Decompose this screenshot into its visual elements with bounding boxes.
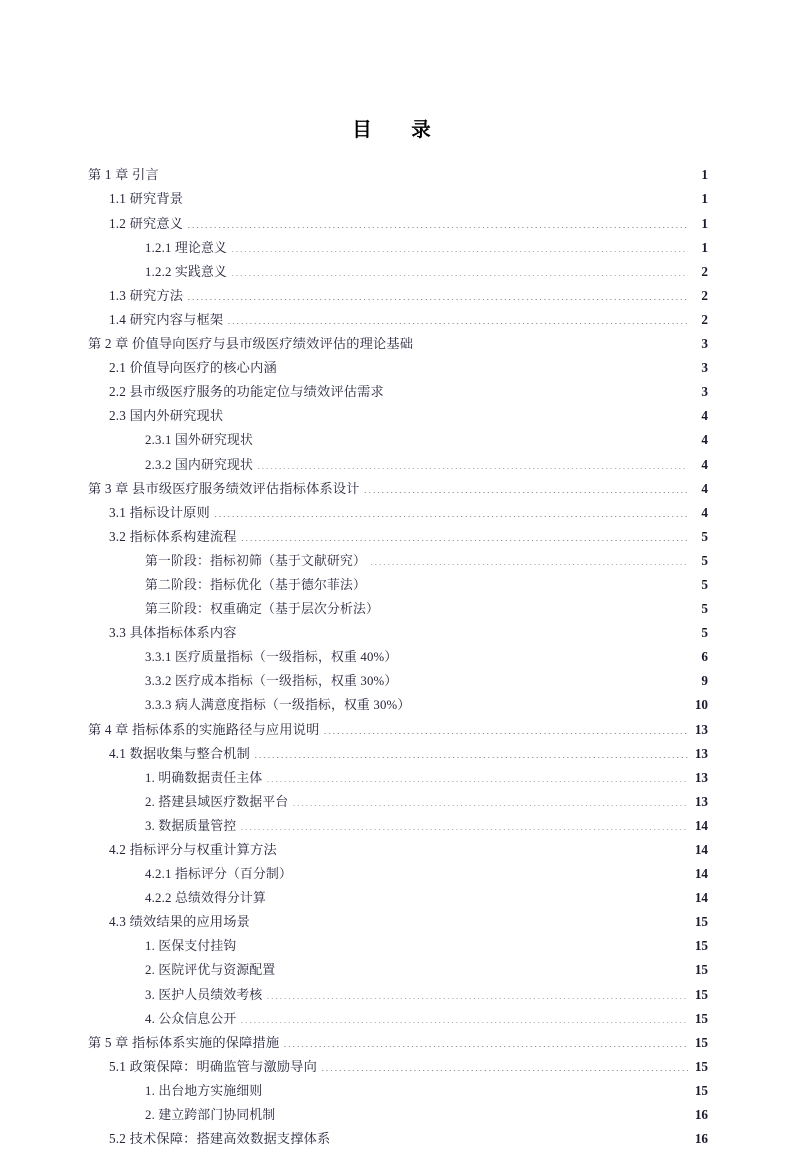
toc-leader-dots [214, 504, 688, 517]
toc-entry-page-number: 2 [701, 287, 708, 303]
toc-entry-page-number: 15 [694, 986, 708, 1002]
toc-entry-label: 1. 出台地方实施细则 [145, 1083, 263, 1098]
toc-entry[interactable] [88, 718, 708, 742]
toc-entry[interactable] [88, 187, 708, 211]
toc-leader-dots [292, 793, 688, 806]
toc-leader-dots [266, 769, 688, 782]
toc-entry[interactable] [88, 212, 708, 236]
toc-entry-page-number: 9 [701, 673, 708, 689]
toc-entry-page-number: 5 [701, 576, 708, 592]
toc-entry[interactable] [88, 621, 708, 645]
toc-entry-page-number: 1 [701, 191, 708, 207]
toc-leader-dots [227, 407, 688, 420]
toc-entry[interactable] [88, 1103, 708, 1127]
toc-entry-page-number: 2 [701, 263, 708, 279]
toc-leader-dots [163, 166, 688, 179]
toc-leader-dots [270, 889, 688, 902]
toc-entry[interactable] [88, 163, 708, 187]
toc-entry-page-number: 14 [694, 890, 708, 906]
toc-leader-dots [187, 190, 688, 203]
toc-leader-dots [187, 214, 688, 227]
toc-entry-label: 第 2 章 价值导向医疗与县市级医疗绩效评估的理论基础 [88, 336, 414, 352]
toc-entry[interactable] [88, 356, 708, 380]
toc-leader-dots [231, 263, 688, 276]
toc-entry[interactable] [88, 886, 708, 910]
toc-entry[interactable] [88, 838, 708, 862]
toc-leader-dots [296, 865, 688, 878]
toc-entry-label: 2. 建立跨部门协同机制 [145, 1108, 276, 1123]
toc-entry[interactable] [88, 549, 708, 573]
toc-entry[interactable] [88, 332, 708, 356]
toc-leader-dots [257, 455, 688, 468]
toc-entry[interactable] [88, 742, 708, 766]
toc-entry-page-number: 15 [694, 1058, 708, 1074]
toc-entry-label: 第 5 章 指标体系实施的保障措施 [88, 1034, 280, 1050]
toc-entry-page-number: 4 [701, 432, 708, 448]
toc-leader-dots [334, 1130, 688, 1143]
toc-leader-dots [279, 961, 688, 974]
toc-leader-dots [383, 600, 688, 613]
toc-entry-page-number: 16 [694, 1131, 708, 1147]
toc-entry[interactable] [88, 934, 708, 958]
toc-entry[interactable] [88, 862, 708, 886]
toc-entry-label: 第三阶段：权重确定（基于层次分析法） [145, 602, 379, 617]
toc-entry[interactable] [88, 404, 708, 428]
toc-entry-label: 1.2 研究意义 [109, 215, 184, 231]
toc-leader-dots [231, 238, 688, 251]
toc-entry-label: 3.3.2 医疗成本指标（一级指标，权重 30%） [145, 674, 398, 689]
toc-entry-label: 3.2 指标体系构建流程 [109, 528, 237, 544]
toc-entry-page-number: 1 [701, 215, 708, 231]
toc-entry-page-number: 10 [694, 697, 708, 713]
toc-entry-label: 4. 公众信息公开 [145, 1011, 237, 1026]
toc-leader-dots [388, 383, 688, 396]
toc-leader-dots [414, 696, 688, 709]
toc-leader-dots [257, 431, 688, 444]
toc-entry-label: 2. 搭建县域医疗数据平台 [145, 794, 289, 809]
toc-entry-page-number: 3 [701, 360, 708, 376]
toc-leader-dots [401, 672, 688, 685]
page-title: 目 录 [352, 118, 441, 141]
toc-entry[interactable] [88, 669, 708, 693]
toc-entry[interactable] [88, 380, 708, 404]
toc-leader-dots [281, 841, 688, 854]
toc-entry-label: 第 1 章 引言 [88, 167, 159, 183]
toc-entry[interactable] [88, 693, 708, 717]
toc-entry[interactable] [88, 1079, 708, 1103]
toc-entry-label: 3. 医护人员绩效考核 [145, 987, 263, 1002]
toc-entry-label: 2.3.1 国外研究现状 [145, 433, 253, 448]
toc-entry[interactable] [88, 1127, 708, 1151]
toc-entry-page-number: 15 [694, 1082, 708, 1098]
toc-leader-dots [227, 311, 688, 324]
toc-entry-page-number: 15 [694, 962, 708, 978]
toc-entry-page-number: 13 [694, 793, 708, 809]
toc-entry-page-number: 4 [701, 480, 708, 496]
toc-entry-label: 4.2.2 总绩效得分计算 [145, 891, 266, 906]
toc-entry-label: 2.1 价值导向医疗的核心内涵 [109, 360, 277, 376]
toc-entry-page-number: 4 [701, 456, 708, 472]
toc-leader-dots [370, 552, 688, 565]
toc-entry-label: 3.3 具体指标体系内容 [109, 625, 237, 641]
toc-leader-dots [283, 1034, 688, 1047]
toc-leader-dots [370, 576, 688, 589]
toc-leader-dots [323, 720, 688, 733]
toc-entry[interactable] [88, 236, 708, 260]
toc-entry-page-number: 6 [701, 649, 708, 665]
toc-entry-page-number: 5 [701, 625, 708, 641]
toc-entry-label: 4.3 绩效结果的应用场景 [109, 914, 251, 930]
toc-entry[interactable] [88, 477, 708, 501]
toc-entry-page-number: 16 [694, 1107, 708, 1123]
toc-leader-dots [240, 817, 688, 830]
toc-entry[interactable] [88, 1007, 708, 1031]
toc-leader-dots [281, 359, 688, 372]
toc-entry-label: 3. 数据质量管控 [145, 818, 237, 833]
toc-entry-label: 1. 明确数据责任主体 [145, 770, 263, 785]
toc-entry-label: 2. 医院评优与资源配置 [145, 963, 276, 978]
toc-entry[interactable] [88, 284, 708, 308]
toc-entry[interactable] [88, 428, 708, 452]
toc-entry-page-number: 15 [694, 1010, 708, 1026]
toc-entry[interactable] [88, 910, 708, 934]
toc-entry-label: 4.2 指标评分与权重计算方法 [109, 842, 277, 858]
toc-leader-dots [254, 913, 688, 926]
toc-entry[interactable] [88, 766, 708, 790]
toc-entry-page-number: 4 [701, 504, 708, 520]
toc-entry[interactable] [88, 645, 708, 669]
toc-entry-label: 第 4 章 指标体系的实施路径与应用说明 [88, 721, 320, 737]
toc-entry-page-number: 13 [694, 721, 708, 737]
toc-entry-label: 3.1 指标设计原则 [109, 504, 210, 520]
toc-entry-label: 1.2.2 实践意义 [145, 264, 227, 279]
toc-entry-label: 5.1 政策保障：明确监管与激励导向 [109, 1058, 318, 1074]
toc-leader-dots [401, 648, 688, 661]
toc-leader-dots [364, 479, 688, 492]
toc-entry-label: 1.1 研究背景 [109, 191, 184, 207]
toc-entry-label: 1.3 研究方法 [109, 287, 184, 303]
toc-entry-label: 4.1 数据收集与整合机制 [109, 745, 251, 761]
toc-entry-page-number: 14 [694, 842, 708, 858]
toc-leader-dots [266, 985, 688, 998]
toc-entry-page-number: 14 [694, 817, 708, 833]
toc-entry[interactable] [88, 260, 708, 284]
toc-entry-page-number: 13 [694, 769, 708, 785]
toc-entry-page-number: 4 [701, 408, 708, 424]
toc-entry[interactable] [88, 501, 708, 525]
toc-leader-dots [240, 937, 688, 950]
toc-entry-label: 第 3 章 县市级医疗服务绩效评估指标体系设计 [88, 480, 360, 496]
toc-entry-label: 2.3.2 国内研究现状 [145, 457, 253, 472]
toc-entry-page-number: 5 [701, 552, 708, 568]
toc-leader-dots [187, 287, 688, 300]
toc-leader-dots [241, 624, 688, 637]
toc-entry-label: 3.3.3 病人满意度指标（一级指标，权重 30%） [145, 698, 411, 713]
toc-entry-page-number: 15 [694, 914, 708, 930]
toc-entry-label: 第二阶段：指标优化（基于德尔菲法） [145, 577, 366, 592]
toc-entry[interactable] [88, 525, 708, 549]
toc-entry-page-number: 5 [701, 528, 708, 544]
toc-entry-page-number: 15 [694, 938, 708, 954]
toc-entry-label: 2.3 国内外研究现状 [109, 408, 224, 424]
toc-entry-page-number: 13 [694, 745, 708, 761]
toc-entry-label: 4.2.1 指标评分（百分制） [145, 867, 292, 882]
toc-entry-page-number: 1 [701, 167, 708, 183]
toc-entry-label: 1.4 研究内容与框架 [109, 311, 224, 327]
toc-leader-dots [254, 744, 688, 757]
table-of-contents [88, 163, 708, 1151]
toc-entry-page-number: 2 [701, 311, 708, 327]
toc-leader-dots [266, 1082, 688, 1095]
toc-entry-page-number: 15 [694, 1034, 708, 1050]
toc-leader-dots [321, 1058, 688, 1071]
toc-entry-label: 第一阶段：指标初筛（基于文献研究） [145, 553, 366, 568]
toc-entry[interactable] [88, 790, 708, 814]
toc-entry-page-number: 1 [701, 239, 708, 255]
toc-entry[interactable] [88, 1031, 708, 1055]
toc-entry[interactable] [88, 958, 708, 982]
toc-entry-label: 3.3.1 医疗质量指标（一级指标，权重 40%） [145, 650, 398, 665]
toc-entry-label: 5.2 技术保障：搭建高效数据支撑体系 [109, 1131, 331, 1147]
toc-entry[interactable] [88, 597, 708, 621]
toc-entry[interactable] [88, 983, 708, 1007]
toc-entry-page-number: 3 [701, 336, 708, 352]
toc-entry-label: 2.2 县市级医疗服务的功能定位与绩效评估需求 [109, 384, 384, 400]
toc-entry-label: 1. 医保支付挂钩 [145, 939, 237, 954]
toc-entry[interactable] [88, 814, 708, 838]
toc-entry-page-number: 3 [701, 384, 708, 400]
toc-entry[interactable] [88, 453, 708, 477]
toc-leader-dots [241, 528, 688, 541]
toc-leader-dots [417, 335, 688, 348]
toc-entry[interactable] [88, 573, 708, 597]
toc-leader-dots [240, 1009, 688, 1022]
toc-entry[interactable] [88, 308, 708, 332]
toc-entry-label: 1.2.1 理论意义 [145, 240, 227, 255]
toc-entry-page-number: 5 [701, 601, 708, 617]
toc-entry-page-number: 14 [694, 866, 708, 882]
toc-leader-dots [279, 1106, 688, 1119]
toc-entry[interactable] [88, 1055, 708, 1079]
